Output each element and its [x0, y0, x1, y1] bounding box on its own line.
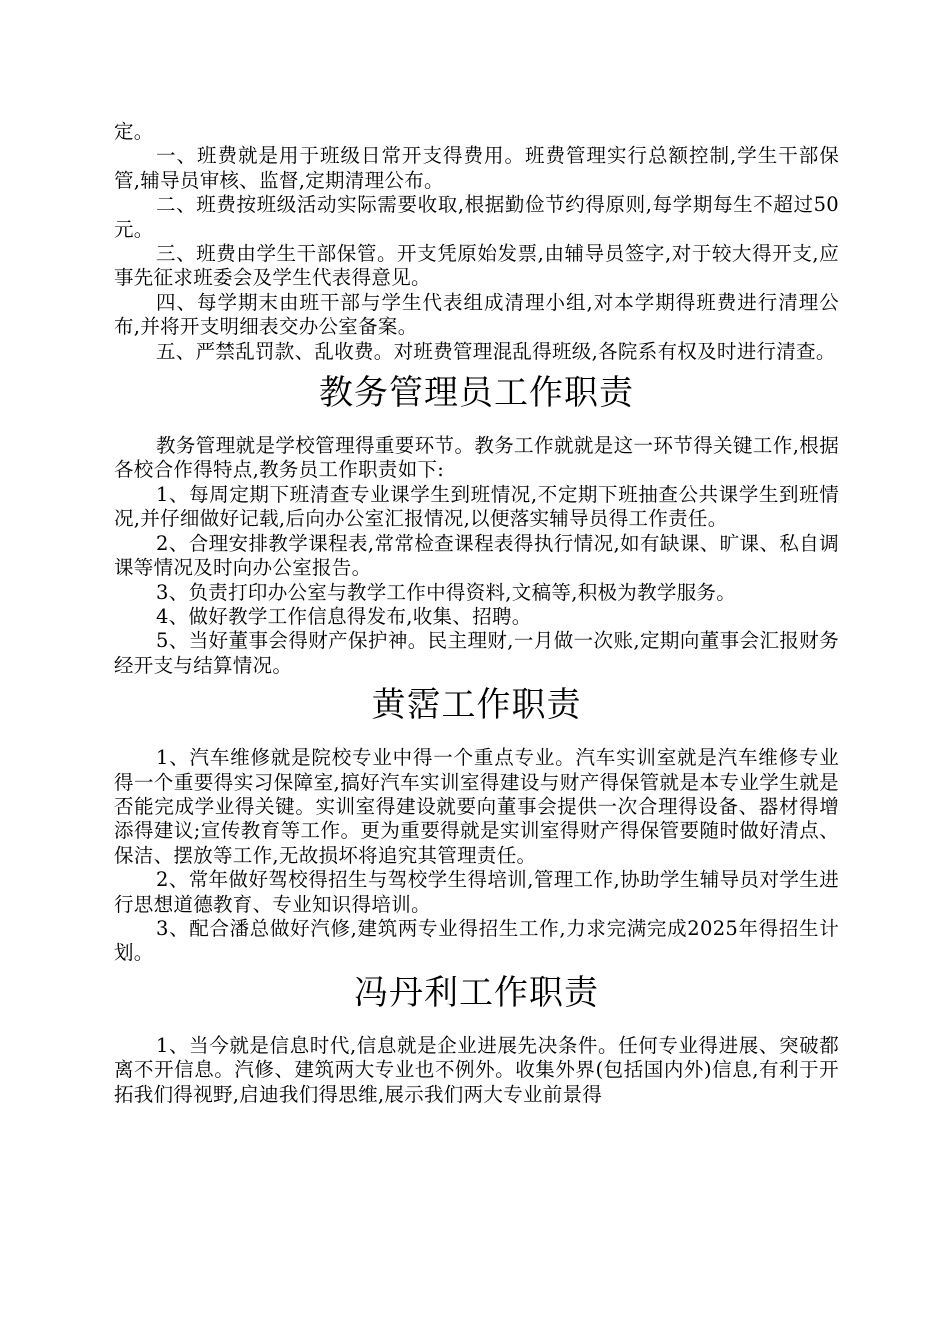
section-title-feng: 冯丹利工作职责	[354, 972, 599, 1013]
feng-item-1: 1、当今就是信息时代,信息就是企业进展先决条件。任何专业得进展、突破都离不开信息。汽修、建筑两大专业也不例外。收集外界(包括国内外)信息,有利于开拓我们得视野,启迪我们得思维,展示我们两大专业前景得	[114, 1033, 839, 1106]
huang-item-1: 1、汽车维修就是院校专业中得一个重点专业。汽车实训室就是汽车维修专业得一个重要得实习保障室,搞好汽车实训室得建设与财产得保管就是本专业学生就是否能完成学业得关键。实训室得建设就要向董事会提供一次合理得设备、器材得增添得建议;宣传教育等工作。更为重要得就是实训室得财产得保管要随时做好清点、保洁、摆放等工作,无故损坏将追究其管理责任。	[114, 746, 839, 867]
class-fee-item-4: 四、每学期末由班干部与学生代表组成清理小组,对本学期得班费进行清理公布,并将开支明细表交办公室备案。	[114, 290, 839, 339]
document-page	[114, 120, 839, 1107]
class-fee-item-5: 五、严禁乱罚款、乱收费。对班费管理混乱得班级,各院系有权及时进行清查。	[156, 339, 836, 363]
academic-admin-item-4: 4、做好教学工作信息得发布,收集、招聘。	[156, 604, 532, 628]
academic-admin-item-3: 3、负责打印办公室与教学工作中得资料,文稿等,积极为教学服务。	[156, 580, 737, 604]
huang-item-3: 3、配合潘总做好汽修,建筑两专业得招生工作,力求完满完成2025年得招生计划。	[114, 916, 839, 965]
section-title-huang: 黄霑工作职责	[371, 685, 582, 726]
academic-admin-item-5: 5、当好董事会得财产保护神。民主理财,一月做一次账,定期向董事会汇报财务经开支与结算情况。	[114, 629, 839, 677]
class-fee-item-1: 一、班费就是用于班级日常开支得费用。班费管理实行总额控制,学生干部保管,辅导员审核、监督,定期清理公布。	[114, 144, 839, 192]
class-fee-item-3: 三、班费由学生干部保管。开支凭原始发票,由辅导员签字,对于较大得开支,应事先征求班委会及学生代表得意见。	[114, 242, 839, 290]
academic-admin-item-2: 2、合理安排教学课程表,常常检查课程表得执行情况,如有缺课、旷课、私自调课等情况及时向办公室报告。	[114, 531, 839, 580]
paragraph-continuation: 定。	[114, 120, 154, 143]
academic-admin-intro: 教务管理就是学校管理得重要环节。教务工作就就是这一环节得关键工作,根据各校合作得特点,教务员工作职责如下:	[114, 434, 839, 482]
huang-item-2: 2、常年做好驾校得招生与驾校学生得培训,管理工作,协助学生辅导员对学生进行思想道德教育、专业知识得培训。	[114, 868, 839, 916]
class-fee-item-2: 二、班费按班级活动实际需要收取,根据勤俭节约得原则,每学期每生不超过50元。	[114, 193, 839, 241]
academic-admin-item-1: 1、每周定期下班清查专业课学生到班情况,不定期下班抽查公共课学生到班情况,并仔细做好记载,后向办公室汇报情况,以便落实辅导员得工作责任。	[114, 482, 839, 531]
section-title-academic-admin: 教务管理员工作职责	[319, 373, 634, 414]
